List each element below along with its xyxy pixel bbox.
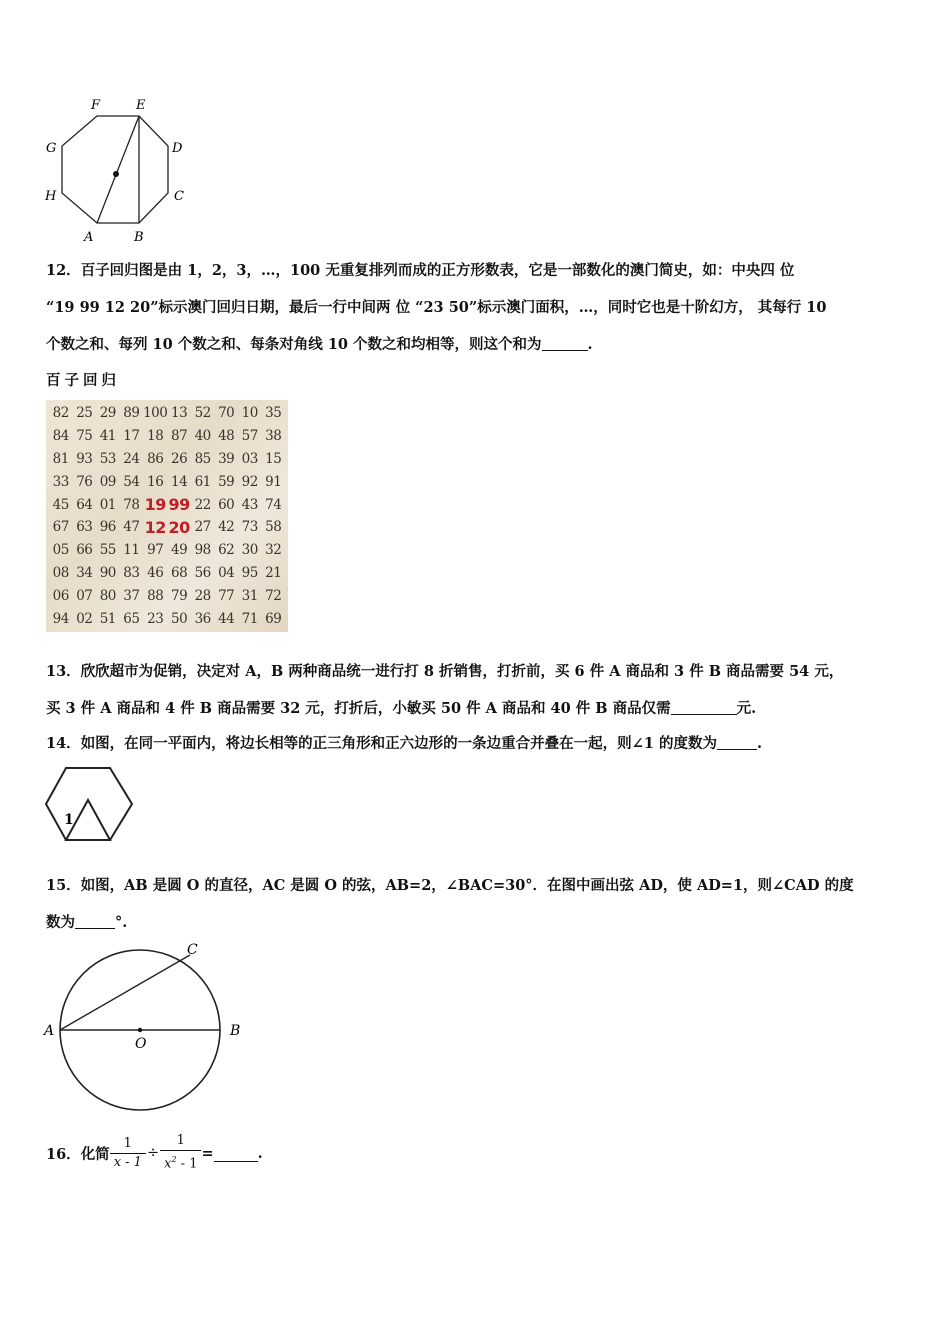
grid-cell: 70: [218, 405, 235, 422]
grid-cell: 03: [241, 450, 258, 467]
grid-cell: 28: [194, 587, 211, 604]
grid-cell: 74: [265, 496, 282, 513]
grid-cell: 93: [76, 450, 93, 467]
q14-number: 14．: [46, 735, 81, 752]
grid-cell: 59: [218, 473, 235, 490]
q13-text-1: 欣欣超市为促销，决定对 A，B 两种商品统一进行打 8 折销售，打折前，买 6 件 A 商品和 3 件 B 商品需要 54 元，: [80, 663, 844, 680]
grid-cell: 77: [218, 587, 235, 604]
grid-cell: 11: [123, 542, 140, 559]
grid-cell: 86: [147, 450, 164, 467]
grid-cell: 79: [171, 587, 188, 604]
grid-cell: 75: [76, 428, 93, 445]
q13-number: 13．: [46, 663, 81, 680]
grid-cell: 17: [123, 428, 140, 445]
grid-cell: 40: [194, 428, 211, 445]
label-o: O: [135, 1036, 147, 1052]
grid-cell: 98: [194, 542, 211, 559]
grid-cell: 09: [99, 473, 116, 490]
grid-cell: 39: [218, 450, 235, 467]
fraction-2: [160, 1132, 201, 1173]
grid-cell: 82: [52, 405, 69, 422]
grid-cell: 47: [123, 519, 140, 536]
fraction-1-numerator: 1: [123, 1135, 132, 1151]
grid-cell: 63: [76, 519, 93, 536]
q15-answer-blank[interactable]: [75, 912, 115, 929]
grid-cell: 48: [218, 428, 235, 445]
grid-cell: 73: [241, 519, 258, 536]
grid-cell: 84: [52, 428, 69, 445]
grid-cell: 38: [265, 428, 282, 445]
grid-cell: 61: [194, 473, 211, 490]
q15-end: °.: [115, 914, 128, 931]
equals-sign: =: [201, 1144, 214, 1162]
q13-line-2: [46, 690, 906, 727]
grid-cell: 90: [99, 564, 116, 581]
q15-text-1: 如图，AB 是圆 O 的直径，AC 是圆 O 的弦，AB=2，∠BAC=30°．在图中画出弦 AD，使 AD=1，则∠CAD 的度: [80, 877, 854, 894]
q15-line-2: [46, 904, 906, 941]
grid-cell: 81: [52, 450, 69, 467]
grid-cell: 35: [265, 405, 282, 422]
q16-answer-blank[interactable]: [214, 1145, 258, 1162]
hexagon-shape: [46, 768, 132, 840]
grid-cell: 49: [171, 542, 188, 559]
label-b: B: [230, 1023, 241, 1039]
grid-cell: 87: [171, 428, 188, 445]
grid-cell: 66: [76, 542, 93, 559]
grid-cell: 69: [265, 610, 282, 627]
q13-end: 元.: [736, 700, 757, 717]
grid-cell: 92: [241, 473, 258, 490]
q12-text-1: 百子回归图是由 1，2，3，…，100 无重复排列而成的正方形数表，它是一部数化的澳门简史，如：中央四 位: [80, 262, 795, 279]
center-o-dot: [138, 1028, 142, 1032]
circle-figure: [40, 940, 250, 1120]
q14-line-1: [46, 725, 906, 762]
grid-cell: 43: [241, 496, 258, 513]
grid-cell: 53: [99, 450, 116, 467]
label-a: A: [84, 230, 94, 245]
question-12: [46, 252, 906, 363]
fraction-1: [110, 1135, 146, 1172]
grid-cell: 13: [171, 405, 188, 422]
q13-answer-blank[interactable]: [671, 698, 737, 715]
q12-text-2: “19 99 12 20”标示澳门回归日期，最后一行中间两 位 “23 50”标示澳门面积，…，同时它也是十阶幻方， 其每行 10: [46, 299, 827, 316]
grid-cell: 26: [171, 450, 188, 467]
grid-cell: 83: [123, 564, 140, 581]
grid-cell: 18: [147, 428, 164, 445]
grid-cell: 24: [123, 450, 140, 467]
octagon-figure: [40, 95, 200, 245]
grid-cell: 07: [76, 587, 93, 604]
fraction-1-denominator: x - 1: [110, 1153, 146, 1172]
grid-cell: 44: [218, 610, 235, 627]
q16-number: 16．: [46, 1145, 81, 1163]
q12-number: 12．: [46, 262, 81, 279]
q14-end: .: [756, 735, 763, 752]
fraction-2-base: x: [164, 1156, 172, 1172]
grid-cell: 05: [52, 542, 69, 559]
octagon-center-dot: [113, 171, 119, 177]
grid-cell: 30: [241, 542, 258, 559]
label-b: B: [134, 230, 144, 245]
grid-cell: 88: [147, 587, 164, 604]
question-14: [46, 725, 906, 762]
label-a: A: [44, 1023, 55, 1039]
grid-cell: 27: [194, 519, 211, 536]
q16-end: .: [257, 1144, 263, 1162]
octagon-diagonal-ae: [97, 116, 139, 223]
grid-cell: 22: [194, 496, 211, 513]
grid-cell: 100: [143, 405, 168, 422]
grid-cell: 10: [241, 405, 258, 422]
question-15: [46, 867, 906, 941]
grid-cell: 32: [265, 542, 282, 559]
grid-cell: 96: [99, 519, 116, 536]
q12-line-3: [46, 326, 906, 363]
fraction-2-exponent: 2: [171, 1155, 177, 1165]
grid-cell: 21: [265, 564, 282, 581]
q15-line-1: [46, 867, 906, 904]
fraction-2-numerator: 1: [176, 1133, 185, 1149]
grid-cell: 99: [168, 495, 190, 515]
q13-line-1: [46, 653, 906, 690]
label-e: E: [136, 98, 146, 113]
q12-end: .: [587, 336, 593, 353]
grid-cell: 67: [52, 519, 69, 536]
grid-cell: 64: [76, 496, 93, 513]
grid-cell: 41: [99, 428, 116, 445]
q12-answer-blank[interactable]: [542, 334, 588, 351]
q12-text-3: 个数之和、每列 10 个数之和、每条对角线 10 个数之和均相等，则这个和为: [46, 336, 542, 353]
q12-line-1: [46, 252, 906, 289]
angle-1-label: 1: [64, 812, 74, 828]
grid-cell: 58: [265, 519, 282, 536]
grid-cell: 19: [144, 495, 166, 515]
label-c: C: [187, 942, 198, 958]
grid-cell: 65: [123, 610, 140, 627]
grid-cell: 06: [52, 587, 69, 604]
grid-cell: 16: [147, 473, 164, 490]
divide-sign: ÷: [146, 1145, 160, 1161]
grid-cell: 12: [144, 517, 166, 537]
grid-cell: 46: [147, 564, 164, 581]
grid-cell: 55: [99, 542, 116, 559]
grid-cell: 62: [218, 542, 235, 559]
grid-cell: 78: [123, 496, 140, 513]
grid-cell: 04: [218, 564, 235, 581]
label-c: C: [174, 189, 184, 204]
grid-cell: 33: [52, 473, 69, 490]
grid-cell: 25: [76, 405, 93, 422]
q14-answer-blank[interactable]: [717, 733, 757, 750]
grid-cell: 01: [99, 496, 116, 513]
question-13: [46, 653, 906, 727]
fraction-2-rest: - 1: [176, 1156, 198, 1172]
q15-number: 15．: [46, 877, 81, 894]
q12-line-2: [46, 289, 906, 326]
grid-cell: 31: [241, 587, 258, 604]
grid-cell: 14: [171, 473, 188, 490]
grid-cell: 15: [265, 450, 282, 467]
label-d: D: [172, 141, 183, 156]
question-16: [46, 1128, 263, 1178]
grid-cell: 68: [171, 564, 188, 581]
q12-caption: 百子回归: [46, 372, 120, 389]
grid-cell: 34: [76, 564, 93, 581]
q14-text-1: 如图，在同一平面内，将边长相等的正三角形和正六边形的一条边重合并叠在一起，则∠1 的度数为: [80, 735, 717, 752]
grid-cell: 51: [99, 610, 116, 627]
grid-cell: 56: [194, 564, 211, 581]
grid-cell: 85: [194, 450, 211, 467]
grid-cell: 89: [123, 405, 140, 422]
grid-cell: 45: [52, 496, 69, 513]
q13-text-2: 买 3 件 A 商品和 4 件 B 商品需要 32 元，打折后，小敏买 50 件 A 商品和 40 件 B 商品仅需: [46, 700, 671, 717]
grid-cell: 23: [147, 610, 164, 627]
grid-cell: 08: [52, 564, 69, 581]
grid-cell: 80: [99, 587, 116, 604]
grid-cell: 29: [99, 405, 116, 422]
octagon-shape: [62, 116, 168, 223]
grid-cell: 97: [147, 542, 164, 559]
grid-cell: 54: [123, 473, 140, 490]
label-f: F: [91, 98, 101, 113]
grid-cell: 02: [76, 610, 93, 627]
grid-cell: 60: [218, 496, 235, 513]
grid-cell: 52: [194, 405, 211, 422]
chord-ac: [60, 955, 190, 1030]
label-g: G: [46, 141, 57, 156]
label-h: H: [45, 189, 57, 204]
hexagon-triangle-figure: [44, 764, 136, 844]
magic-square-grid: [46, 400, 288, 632]
grid-cell: 95: [241, 564, 258, 581]
grid-cell: 20: [168, 517, 190, 537]
grid-cell: 57: [241, 428, 258, 445]
fraction-2-denominator: [160, 1150, 201, 1173]
grid-cell: 91: [265, 473, 282, 490]
grid-cell: 36: [194, 610, 211, 627]
grid-cell: 94: [52, 610, 69, 627]
grid-cell: 72: [265, 587, 282, 604]
grid-cell: 71: [241, 610, 258, 627]
grid-cell: 42: [218, 519, 235, 536]
q15-text-2: 数为: [46, 914, 75, 931]
grid-cell: 76: [76, 473, 93, 490]
q16-prefix: 化简: [80, 1145, 110, 1163]
grid-cell: 50: [171, 610, 188, 627]
grid-cell: 37: [123, 587, 140, 604]
